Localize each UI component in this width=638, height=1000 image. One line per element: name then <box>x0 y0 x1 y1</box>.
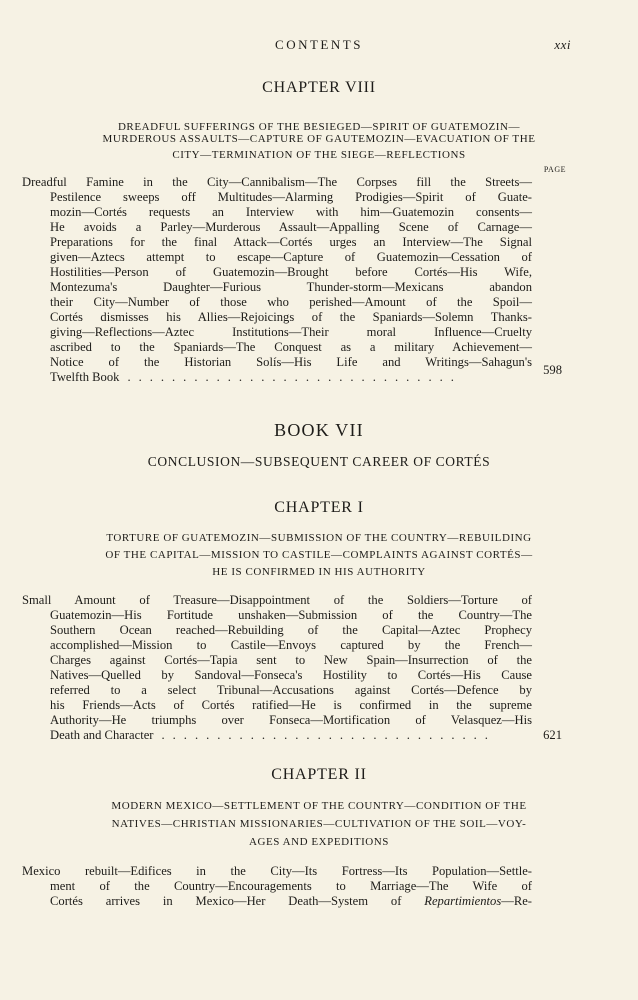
chapter-2-subtitle-line: NATIVES—CHRISTIAN MISSIONARIES—CULTIVATION OF THE SOIL—VOY- <box>111 818 527 830</box>
summary-line: Cortés dismisses his Allies—Rejoicings of the Spaniards—Solemn Thanks- <box>50 310 532 324</box>
summary-line: ascribed to the Spaniards—The Conquest as a military Achievement— <box>50 340 532 354</box>
chapter-1-subtitle-line: OF THE CAPITAL—MISSION TO CASTILE—COMPLAINTS AGAINST CORTÉS— <box>105 549 533 561</box>
summary-line: given—Aztecs attempt to escape—Capture of Guatemozin—Cessation of <box>50 250 532 264</box>
summary-line: his Friends—Acts of Cortés ratified—He is confirmed in the supreme <box>50 698 532 712</box>
chapter-8-page-ref: 598 <box>543 363 562 377</box>
summary-line: mozin—Cortés requests an Interview with him—Guatemozin consents— <box>50 205 532 219</box>
chapter-2-summary <box>22 864 532 909</box>
dot-leader: .............................. <box>161 728 496 742</box>
chapter-8-subtitle-line: DREADFUL SUFFERINGS OF THE BESIEGED—SPIRIT OF GUATEMOZIN— <box>117 121 521 133</box>
page-column-label: PAGE <box>543 165 566 174</box>
chapter-8-subtitle-line: CITY—TERMINATION OF THE SIEGE—REFLECTIONS <box>172 149 466 161</box>
summary-line: Montezuma's Daughter—Furious Thunder-storm—Mexicans abandon <box>50 280 532 294</box>
summary-line: giving—Reflections—Aztec Institutions—Their moral Influence—Cruelty <box>50 325 532 339</box>
summary-text: —Re- <box>501 894 532 908</box>
summary-leader-line <box>22 370 532 385</box>
chapter-1-summary <box>22 593 532 743</box>
summary-line: referred to a select Tribunal—Accusations against Cortés—Defence by <box>50 683 532 697</box>
summary-last-line: Twelfth Book <box>50 370 120 384</box>
summary-line: ment of the Country—Encouragements to Marriage—The Wife of <box>50 879 532 893</box>
chapter-1-title: CHAPTER I <box>274 499 364 516</box>
summary-line: accomplished—Mission to Castile—Envoys captured by the French— <box>50 638 532 652</box>
chapter-1-subtitle-line: TORTURE OF GUATEMOZIN—SUBMISSION OF THE COUNTRY—REBUILDING <box>106 532 532 544</box>
chapter-8-summary <box>22 175 532 385</box>
summary-leader-line <box>22 728 532 743</box>
page-number: xxi <box>554 37 571 52</box>
book-7-subtitle: CONCLUSION—SUBSEQUENT CAREER OF CORTÉS <box>147 454 491 469</box>
chapter-2-title: CHAPTER II <box>271 766 367 783</box>
chapter-8-subtitle-line: MURDEROUS ASSAULTS—CAPTURE OF GAUTEMOZIN—EVACUATION OF THE <box>102 133 536 145</box>
summary-line: Natives—Quelled by Sandoval—Fonseca's Hostility to Cortés—His Cause <box>50 668 532 682</box>
summary-line: Mexico rebuilt—Edifices in the City—Its Fortress—Its Population—Settle- <box>22 864 532 878</box>
summary-text: Cortés arrives in Mexico—Her Death—System of <box>50 894 425 908</box>
summary-line: Charges against Cortés—Tapia sent to New Spain—Insurrection of the <box>50 653 532 667</box>
chapter-8-title: CHAPTER VIII <box>262 79 376 96</box>
summary-line: Notice of the Historian Solís—His Life and Writings—Sahagun's <box>50 355 532 369</box>
summary-line: He avoids a Parley—Murderous Assault—Appalling Scene of Carnage— <box>50 220 532 234</box>
summary-italic-term: Repartimientos <box>424 894 502 908</box>
chapter-2-subtitle-line: MODERN MEXICO—SETTLEMENT OF THE COUNTRY—CONDITION OF THE <box>111 800 527 812</box>
chapter-1-subtitle-line: HE IS CONFIRMED IN HIS AUTHORITY <box>212 566 426 578</box>
book-7-title: BOOK VII <box>274 420 364 440</box>
chapter-2-subtitle-line: AGES AND EXPEDITIONS <box>249 836 389 848</box>
summary-line <box>22 894 532 909</box>
dot-leader: .............................. <box>127 370 462 384</box>
summary-line: Preparations for the final Attack—Cortés urges an Interview—The Signal <box>50 235 532 249</box>
chapter-1-page-ref: 621 <box>543 728 562 742</box>
summary-line: Small Amount of Treasure—Disappointment of the Soldiers—Torture of <box>22 593 532 607</box>
summary-line: Southern Ocean reached—Rebuilding of the Capital—Aztec Prophecy <box>50 623 532 637</box>
summary-line: Authority—He triumphs over Fonseca—Mortification of Velasquez—His <box>50 713 532 727</box>
summary-line: Dreadful Famine in the City—Cannibalism—The Corpses fill the Streets— <box>22 175 532 189</box>
summary-line: Pestilence sweeps off Multitudes—Alarming Prodigies—Spirit of Guate- <box>50 190 532 204</box>
summary-line: Hostilities—Person of Guatemozin—Brought before Cortés—His Wife, <box>50 265 532 279</box>
summary-line: Guatemozin—His Fortitude unshaken—Submission of the Country—The <box>50 608 532 622</box>
summary-line: their City—Number of those who perished—Amount of the Spoil— <box>50 295 532 309</box>
running-head: CONTENTS <box>275 37 363 52</box>
summary-last-line: Death and Character <box>50 728 154 742</box>
